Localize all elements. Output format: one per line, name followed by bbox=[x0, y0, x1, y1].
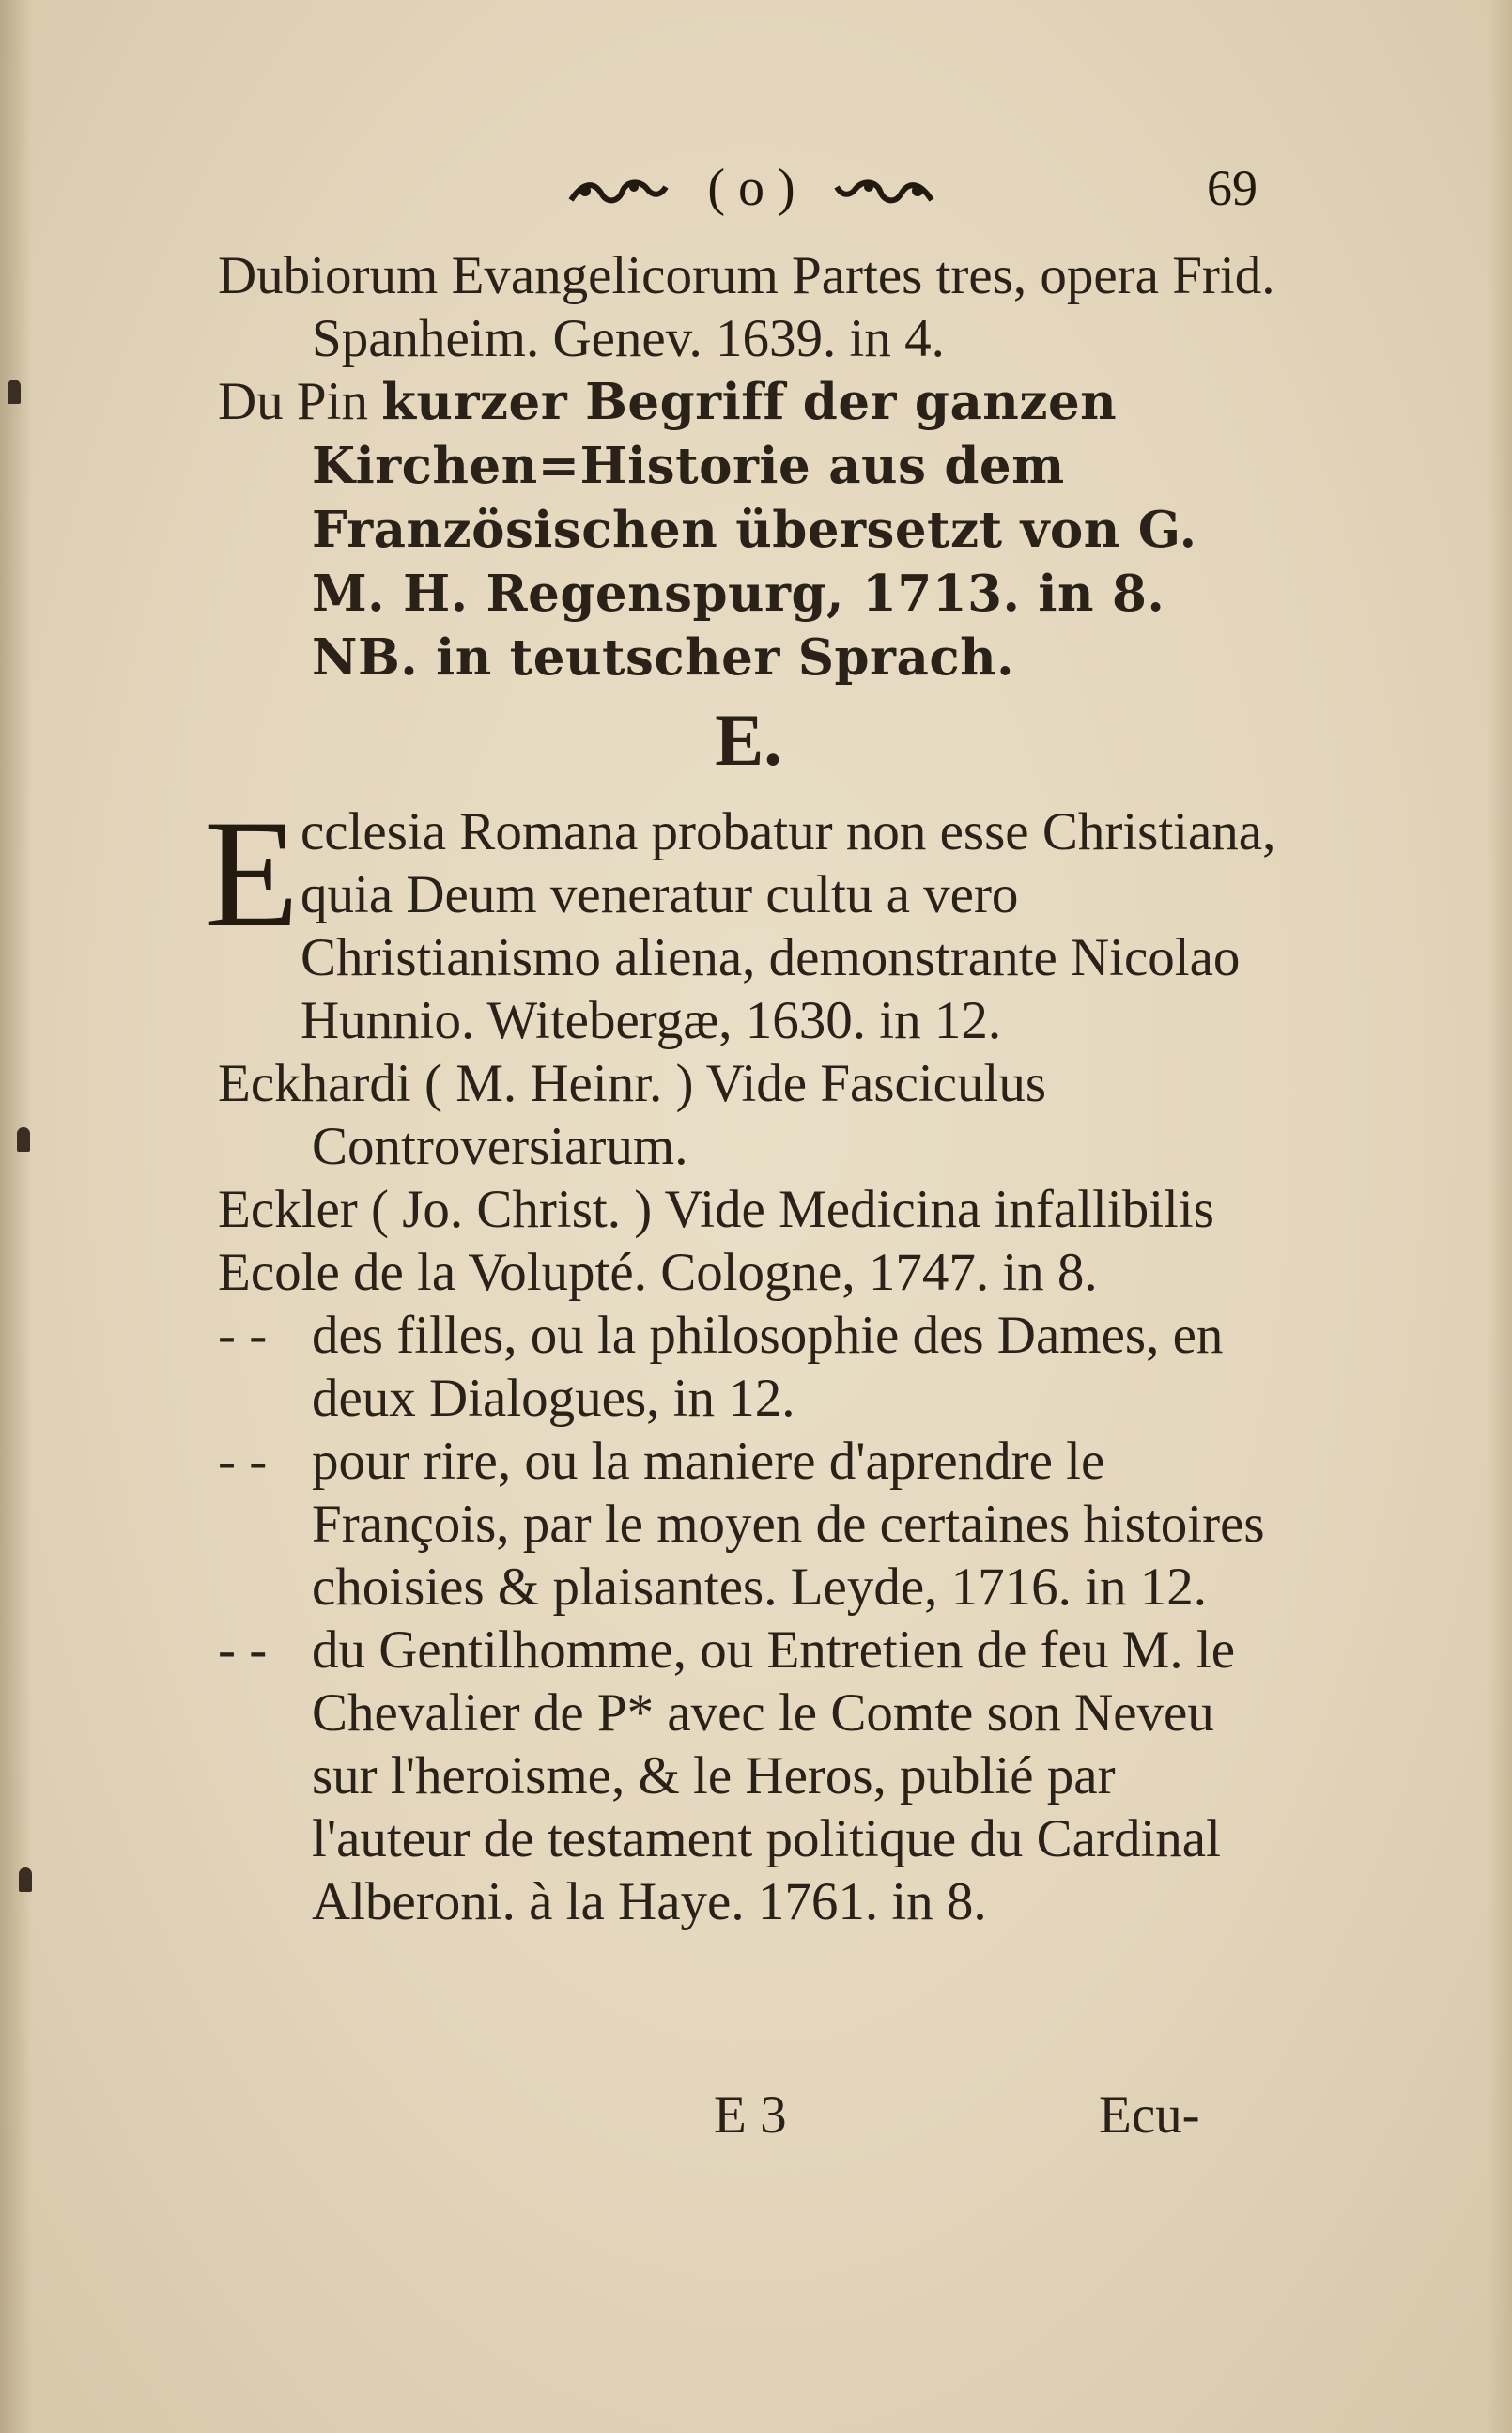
entry-text: Du Pin bbox=[218, 372, 368, 431]
entry-text: Ecole de la Volupté. Cologne, 1747. in 8. bbox=[218, 1243, 1098, 1302]
right-ornament-icon bbox=[833, 174, 936, 211]
fraktur-text: kurzer Begriff der ganzen Kirchen=Historie aus dem Französischen übersetzt von G. M. H. Regenspurg, 1713. in 8. NB. in teutscher Sprach. bbox=[312, 373, 1197, 687]
margin-thread-mark bbox=[19, 1867, 32, 1892]
entry-text: pour rire, ou la maniere d'aprendre le François, par le moyen de certaines histoires choisies & plaisantes. Leyde, 1716. in 12. bbox=[312, 1432, 1265, 1617]
ditto-dash: - - bbox=[218, 1620, 268, 1680]
entry-ecole-gentilhomme bbox=[218, 1619, 1279, 1933]
entry-text: Dubiorum Evangelicorum Partes tres, opera Frid. Spanheim. Genev. 1639. in 4. bbox=[218, 246, 1275, 368]
section-heading: E. bbox=[715, 699, 782, 781]
entry-ecclesia bbox=[205, 789, 1279, 1052]
left-ornament-icon bbox=[566, 174, 670, 211]
signature-mark: E 3 bbox=[714, 2085, 787, 2145]
ditto-dash: - - bbox=[218, 1432, 268, 1491]
entry-dubiorum bbox=[218, 244, 1279, 370]
entry-text: des filles, ou la philosophie des Dames, en deux Dialogues, in 12. bbox=[312, 1306, 1224, 1428]
entry-ecole bbox=[218, 1241, 1279, 1304]
page-text bbox=[205, 244, 1279, 1933]
entry-ecole-rire bbox=[218, 1430, 1279, 1619]
page-footer bbox=[695, 2078, 1296, 2153]
entry-eckhardi bbox=[218, 1052, 1279, 1178]
running-header bbox=[526, 146, 977, 230]
entry-text: Eckler ( Jo. Christ. ) Vide Medicina infallibilis bbox=[218, 1180, 1214, 1239]
catchword: Ecu- bbox=[1099, 2085, 1200, 2145]
entry-text: cclesia Romana probatur non esse Christiana, quia Deum veneratur cultu a vero Christianismo aliena, demonstrante Nicolao Hunnio. Witebergæ, 1630. in 12. bbox=[301, 802, 1276, 1050]
entry-ecole-filles bbox=[218, 1304, 1279, 1430]
entry-text: du Gentilhomme, ou Entretien de feu M. le Chevalier de P* avec le Comte son Neveu sur l'heroisme, & le Heros, publié par l'auteur de testament politique du Cardinal Alberoni. à la Haye. 1761. in 8. bbox=[312, 1620, 1235, 1931]
entry-eckler bbox=[218, 1178, 1279, 1241]
entry-text: Eckhardi ( M. Heinr. ) Vide Fasciculus Controversiarum. bbox=[218, 1054, 1046, 1176]
ditto-dash: - - bbox=[218, 1306, 268, 1365]
margin-thread-mark bbox=[8, 380, 21, 404]
margin-thread-mark bbox=[17, 1127, 30, 1152]
entry-du-pin bbox=[218, 370, 1279, 690]
page-marker: ( o ) bbox=[707, 159, 795, 217]
page-number: 69 bbox=[1207, 160, 1257, 216]
drop-initial: E bbox=[205, 789, 300, 959]
